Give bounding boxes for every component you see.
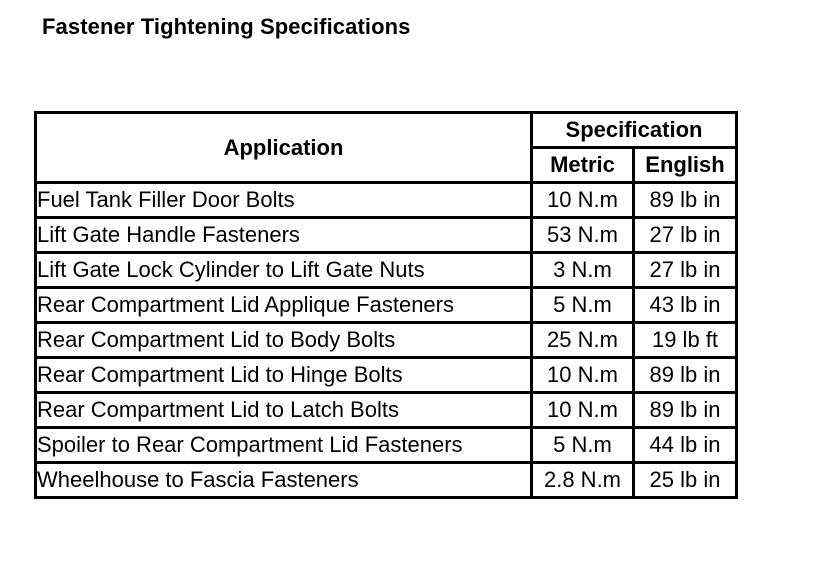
metric-cell: 5 N.m	[532, 428, 634, 463]
table-row	[36, 218, 737, 253]
table-row	[36, 393, 737, 428]
header-row-top	[36, 113, 737, 148]
application-cell: Lift Gate Lock Cylinder to Lift Gate Nuts	[36, 253, 532, 288]
metric-cell: 3 N.m	[532, 253, 634, 288]
table-row	[36, 463, 737, 498]
table-body	[36, 183, 737, 498]
application-cell: Wheelhouse to Fascia Fasteners	[36, 463, 532, 498]
table-row	[36, 358, 737, 393]
metric-cell: 10 N.m	[532, 183, 634, 218]
metric-cell: 10 N.m	[532, 393, 634, 428]
metric-cell: 53 N.m	[532, 218, 634, 253]
application-cell: Rear Compartment Lid to Body Bolts	[36, 323, 532, 358]
application-cell: Fuel Tank Filler Door Bolts	[36, 183, 532, 218]
application-cell: Lift Gate Handle Fasteners	[36, 218, 532, 253]
specification-column-header: Specification	[532, 113, 737, 148]
metric-cell: 2.8 N.m	[532, 463, 634, 498]
english-cell: 89 lb in	[634, 393, 737, 428]
table-row	[36, 428, 737, 463]
english-cell: 27 lb in	[634, 218, 737, 253]
application-cell: Spoiler to Rear Compartment Lid Fasteners	[36, 428, 532, 463]
english-cell: 25 lb in	[634, 463, 737, 498]
english-cell: 19 lb ft	[634, 323, 737, 358]
metric-column-header: Metric	[532, 148, 634, 183]
application-cell: Rear Compartment Lid Applique Fasteners	[36, 288, 532, 323]
application-cell: Rear Compartment Lid to Hinge Bolts	[36, 358, 532, 393]
table-row	[36, 183, 737, 218]
english-cell: 89 lb in	[634, 358, 737, 393]
metric-cell: 25 N.m	[532, 323, 634, 358]
application-column-header: Application	[36, 113, 532, 183]
metric-cell: 5 N.m	[532, 288, 634, 323]
fastener-spec-table	[34, 111, 738, 499]
table-row	[36, 323, 737, 358]
english-cell: 89 lb in	[634, 183, 737, 218]
english-cell: 27 lb in	[634, 253, 737, 288]
metric-cell: 10 N.m	[532, 358, 634, 393]
english-column-header: English	[634, 148, 737, 183]
page-title: Fastener Tightening Specifications	[42, 14, 411, 39]
english-cell: 43 lb in	[634, 288, 737, 323]
application-cell: Rear Compartment Lid to Latch Bolts	[36, 393, 532, 428]
table-row	[36, 288, 737, 323]
english-cell: 44 lb in	[634, 428, 737, 463]
table-row	[36, 253, 737, 288]
